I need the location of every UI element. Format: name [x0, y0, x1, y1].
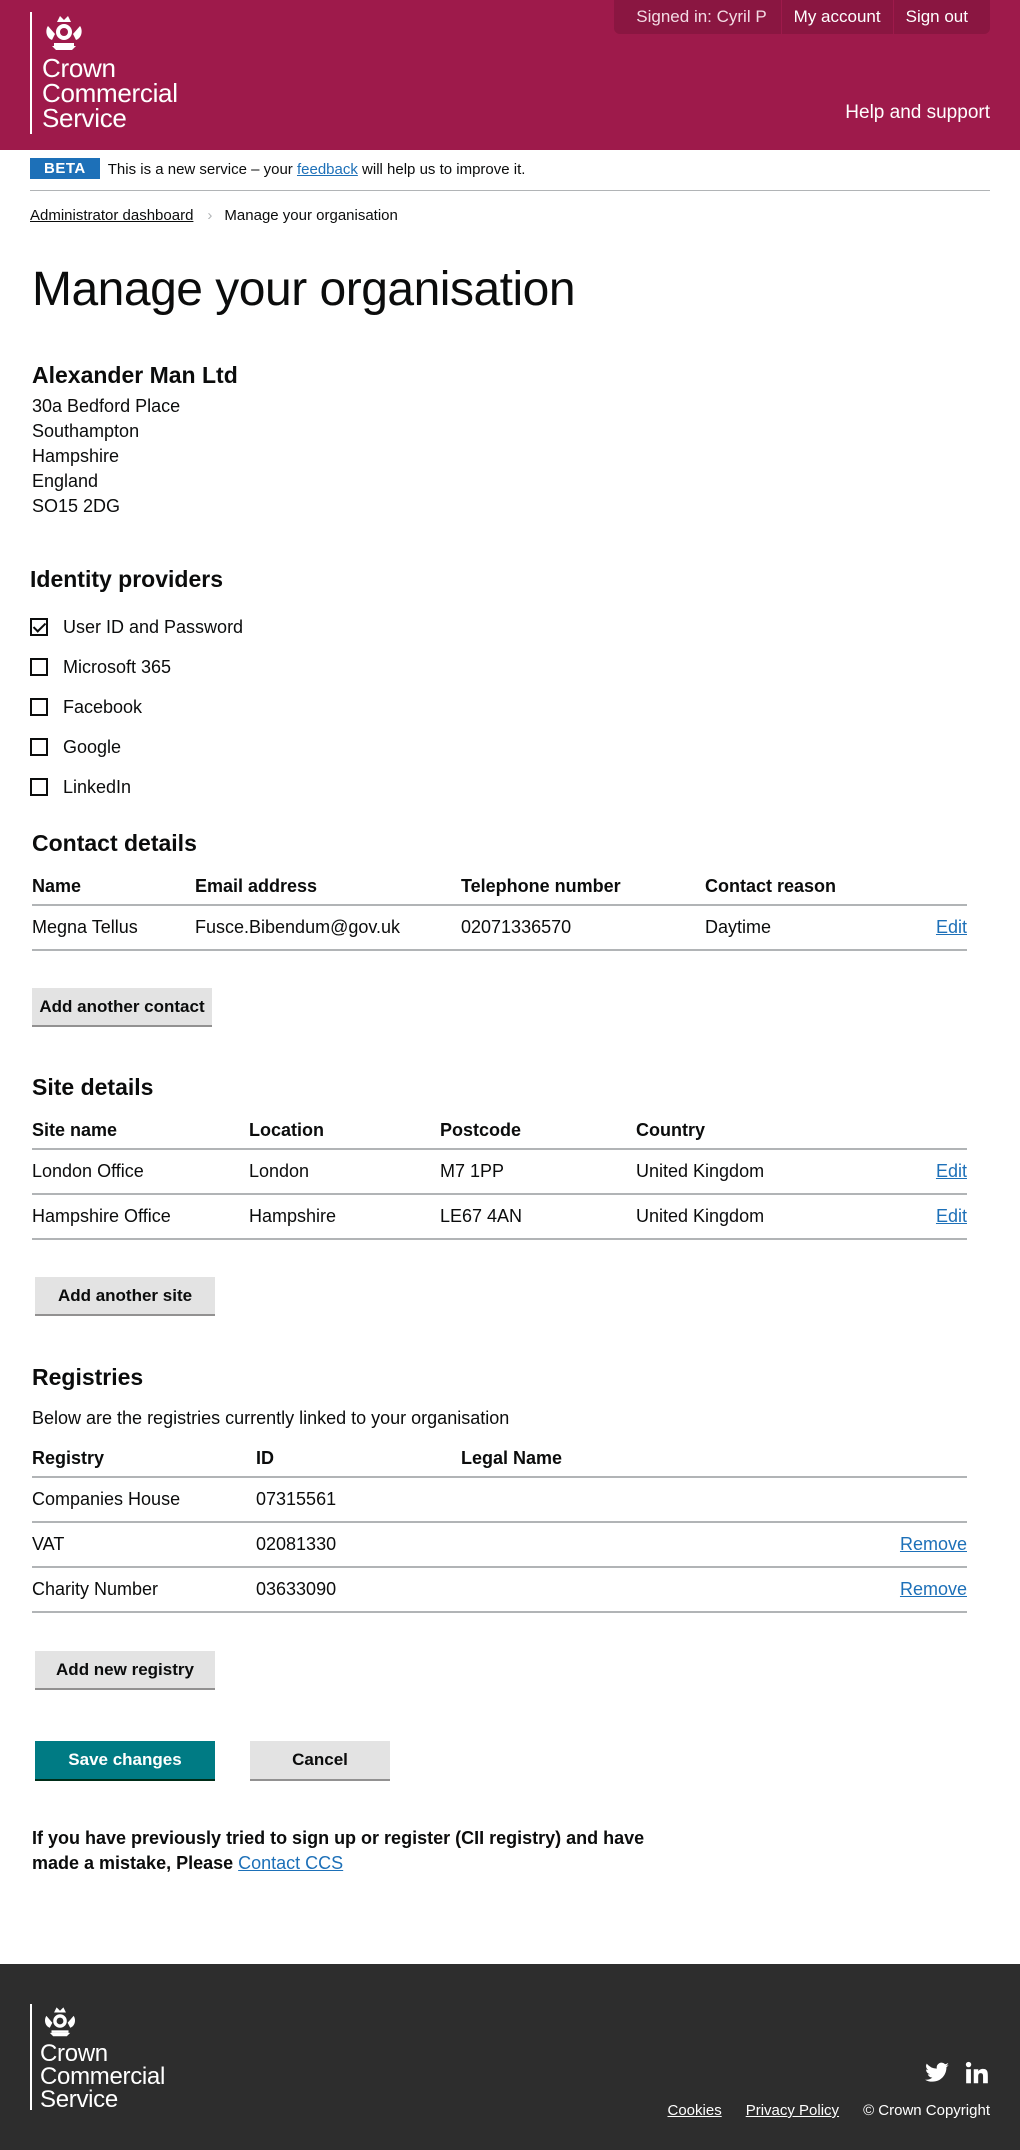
- registries-heading: Registries: [32, 1364, 144, 1390]
- logo-line-2: Commercial: [40, 2063, 166, 2090]
- contact-reason: Daytime: [705, 905, 885, 950]
- column-header: Name: [32, 869, 195, 905]
- idp-label: Microsoft 365: [63, 656, 172, 677]
- registries-table: [32, 1441, 967, 1613]
- table-row: [32, 905, 967, 950]
- organisation-name: Alexander Man Ltd: [32, 362, 238, 388]
- beta-text-after: will help us to improve it.: [357, 161, 526, 178]
- twitter-icon[interactable]: [924, 2060, 950, 2086]
- table-row: [32, 1149, 967, 1194]
- footer-ccs-logo[interactable]: [30, 2004, 166, 2113]
- contact-name: Megna Tellus: [32, 905, 195, 950]
- column-header: Site name: [32, 1113, 249, 1149]
- address-line: Southampton: [32, 421, 140, 441]
- contact-ccs-note: [32, 1826, 692, 1876]
- logo-line-3: Service: [42, 103, 127, 133]
- my-account-link[interactable]: My account: [793, 7, 881, 26]
- registries-description: Below are the registries currently linked to your organisation: [32, 1408, 510, 1428]
- table-row: [32, 1194, 967, 1239]
- contact-email: Fusce.Bibendum@gov.uk: [195, 905, 461, 950]
- registry-name: Companies House: [32, 1477, 256, 1522]
- table-header-row: [32, 869, 967, 905]
- ccs-logo[interactable]: [30, 12, 190, 134]
- breadcrumb: [30, 207, 398, 224]
- organisation-address: [32, 394, 180, 519]
- checkbox[interactable]: [30, 698, 48, 716]
- social-links: [924, 2060, 990, 2086]
- royal-crest-icon: [40, 2004, 80, 2038]
- logo-line-1: Crown: [42, 53, 116, 83]
- site-location: Hampshire: [249, 1194, 440, 1239]
- column-header: [885, 869, 967, 905]
- site-footer: [0, 1964, 1020, 2150]
- edit-site-link[interactable]: Edit: [935, 1161, 967, 1181]
- beta-text-before: This is a new service – your: [107, 161, 297, 178]
- site-country: United Kingdom: [636, 1194, 886, 1239]
- contact-details-heading: Contact details: [32, 830, 197, 856]
- column-header: Location: [249, 1113, 440, 1149]
- idp-user-id-password[interactable]: [30, 607, 243, 647]
- help-and-support-link[interactable]: Help and support: [845, 102, 990, 123]
- add-another-site-button[interactable]: Add another site: [35, 1277, 215, 1314]
- registry-id: 02081330: [256, 1522, 461, 1567]
- linkedin-icon[interactable]: [964, 2060, 990, 2086]
- remove-registry-link[interactable]: Remove: [899, 1534, 967, 1554]
- site-details-table: [32, 1113, 967, 1240]
- breadcrumb-dashboard-link[interactable]: Administrator dashboard: [30, 207, 194, 224]
- site-postcode: LE67 4AN: [440, 1194, 636, 1239]
- page-title: Manage your organisation: [32, 263, 576, 316]
- table-header-row: [32, 1113, 967, 1149]
- idp-label: Facebook: [63, 696, 143, 717]
- registry-legal-name: [461, 1522, 761, 1567]
- table-row: [32, 1522, 967, 1567]
- registry-legal-name: [461, 1567, 761, 1612]
- royal-crest-icon: [42, 12, 86, 52]
- address-line: England: [32, 471, 99, 491]
- checkbox[interactable]: [30, 778, 48, 796]
- idp-facebook[interactable]: [30, 687, 243, 727]
- add-another-contact-button[interactable]: Add another contact: [32, 988, 212, 1025]
- logo-line-1: Crown: [40, 2040, 108, 2067]
- account-bar: [614, 0, 990, 34]
- site-postcode: M7 1PP: [440, 1149, 636, 1194]
- copyright-text: © Crown Copyright: [863, 2102, 990, 2119]
- remove-registry-link[interactable]: Remove: [899, 1579, 967, 1599]
- signed-in-text: Signed in: Cyril P: [636, 7, 767, 26]
- edit-contact-link[interactable]: Edit: [935, 917, 967, 937]
- idp-linkedin[interactable]: [30, 767, 243, 807]
- registry-name: Charity Number: [32, 1567, 256, 1612]
- column-header: [761, 1441, 967, 1477]
- registry-legal-name: [461, 1477, 761, 1522]
- privacy-policy-link[interactable]: Privacy Policy: [745, 2102, 840, 2119]
- address-line: SO15 2DG: [32, 496, 121, 516]
- checkbox-checked[interactable]: [30, 618, 48, 636]
- column-header: Contact reason: [705, 869, 885, 905]
- idp-google[interactable]: [30, 727, 243, 767]
- chevron-right-icon: ›: [207, 207, 213, 224]
- note-text: If you have previously tried to sign up or register (CII registry) and have made a mistake, Please: [32, 1828, 645, 1873]
- identity-providers-heading: Identity providers: [30, 566, 223, 592]
- registry-id: 07315561: [256, 1477, 461, 1522]
- registry-id: 03633090: [256, 1567, 461, 1612]
- sign-out-link[interactable]: Sign out: [905, 7, 968, 26]
- site-name: London Office: [32, 1149, 249, 1194]
- logo-line-3: Service: [40, 2086, 118, 2113]
- column-header: Registry: [32, 1441, 256, 1477]
- column-header: Country: [636, 1113, 886, 1149]
- feedback-link[interactable]: feedback: [296, 161, 358, 178]
- idp-label: LinkedIn: [63, 776, 132, 797]
- site-name: Hampshire Office: [32, 1194, 249, 1239]
- column-header: Telephone number: [461, 869, 705, 905]
- column-header: [886, 1113, 967, 1149]
- site-location: London: [249, 1149, 440, 1194]
- idp-microsoft-365[interactable]: [30, 647, 243, 687]
- beta-tag: BETA: [30, 158, 100, 179]
- identity-providers-list: [30, 607, 243, 807]
- checkbox[interactable]: [30, 658, 48, 676]
- table-header-row: [32, 1441, 967, 1477]
- idp-label: Google: [63, 736, 122, 757]
- contact-phone: 02071336570: [461, 905, 705, 950]
- edit-site-link[interactable]: Edit: [935, 1206, 967, 1226]
- checkbox[interactable]: [30, 738, 48, 756]
- column-header: Legal Name: [461, 1441, 761, 1477]
- save-changes-button[interactable]: Save changes: [35, 1741, 215, 1779]
- cancel-button[interactable]: Cancel: [250, 1741, 390, 1779]
- site-country: United Kingdom: [636, 1149, 886, 1194]
- address-line: Hampshire: [32, 446, 120, 466]
- logo-line-2: Commercial: [42, 78, 178, 108]
- idp-label: User ID and Password: [63, 616, 244, 637]
- contact-ccs-link[interactable]: Contact CCS: [238, 1853, 344, 1873]
- column-header: Postcode: [440, 1113, 636, 1149]
- registry-name: VAT: [32, 1522, 256, 1567]
- site-details-heading: Site details: [32, 1074, 154, 1100]
- beta-banner: [30, 158, 990, 191]
- beta-message: [108, 161, 526, 178]
- column-header: Email address: [195, 869, 461, 905]
- breadcrumb-current: Manage your organisation: [224, 207, 398, 224]
- table-row: [32, 1567, 967, 1612]
- footer-links: [668, 2102, 991, 2119]
- address-line: 30a Bedford Place: [32, 396, 181, 416]
- site-header: [0, 0, 1020, 150]
- table-row: [32, 1477, 967, 1522]
- add-new-registry-button[interactable]: Add new registry: [35, 1651, 215, 1688]
- cookies-link[interactable]: Cookies: [667, 2102, 722, 2119]
- column-header: ID: [256, 1441, 461, 1477]
- contact-details-table: [32, 869, 967, 951]
